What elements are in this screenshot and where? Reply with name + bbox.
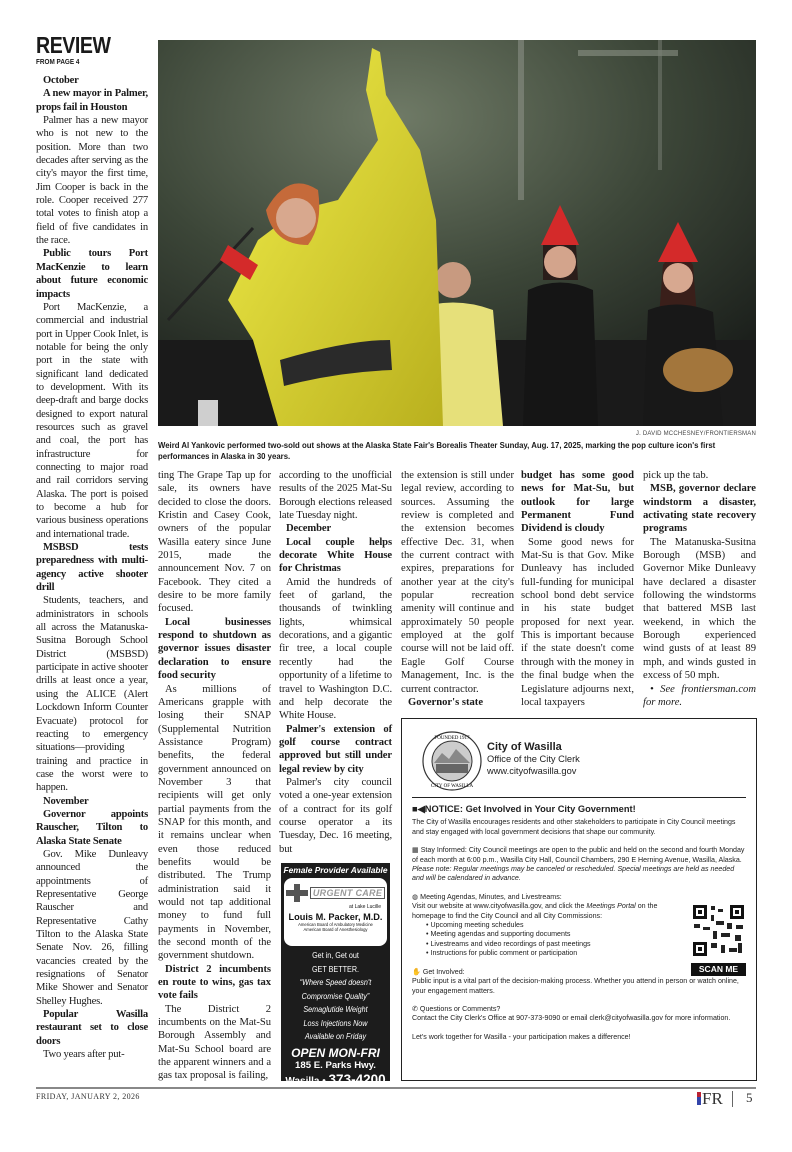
ad-phone[interactable]: 373-4200 <box>328 1071 386 1087</box>
article-headline: MSBSD tests preparedness with multi-agency active shooter drill <box>36 542 148 594</box>
article-body: Palmer's city council voted a one-year extension of a contract for its golf course operator a its Tuesday, Dec. 16 meeting, but <box>279 776 392 855</box>
article-headline: District 2 incumbents en route to wins, gas tax vote fails <box>158 963 271 1002</box>
ad-line: Available on Friday <box>304 1032 367 1041</box>
notice-title: NOTICE: Get Involved in Your City Government! <box>424 804 636 814</box>
ad-address: 185 E. Parks Hwy. <box>295 1059 376 1071</box>
ad-logo-card <box>284 878 387 946</box>
ad-doctor: Louis M. Packer, M.D. <box>288 912 383 922</box>
article-body: Students, teachers, and administrators in schools all across the Matanuska-Susitna Borough School District (MSBSD) participate in active shooter drills at least once a year, using the ALICE (Alert Lockdown Inform Counter Evacuate) protocol for reacting to emergency situations—providing training and practice in case the worst were to happen. <box>36 595 148 794</box>
frontiersman-logo <box>697 1089 723 1109</box>
page-number: 5 <box>746 1090 753 1105</box>
city-notice-box <box>401 718 757 1081</box>
article-headline: Governor's state <box>408 696 484 708</box>
ad-city: Wasilla • <box>285 1075 326 1087</box>
article-body: Port MacKenzie, a commercial and industrial port in Upper Cook Inlet, is notable for being the only port in the state with significant land dedicated to development. With its deep-draft and barge docks designed to export natural resources such as gravel and coal, the port has infrastructure for connecting to major road and rail corridors serving Alaska. The port is poised to become a hub for various business operations and international trade. <box>36 301 148 540</box>
org-office: Office of the City Clerk <box>487 754 580 764</box>
article-column-4 <box>401 469 514 709</box>
flag-icon <box>697 1092 701 1105</box>
footer-date: FRIDAY, JANUARY 2, 2026 <box>36 1092 140 1101</box>
svg-text:CITY OF WASILLA: CITY OF WASILLA <box>430 784 474 789</box>
article-headline: budget has some good news for Mat-Su, but outlook for large Permanent Fund Dividend is cloudy <box>521 470 634 535</box>
stay-note: Please note: Regular meetings may be canceled or rescheduled. Special meetings are held as needed and will be calendared in advance. <box>412 865 735 883</box>
article-column-6 <box>643 469 756 709</box>
medical-cross-icon <box>286 884 308 902</box>
logo-text: FR <box>702 1089 723 1108</box>
qr-code-icon <box>691 903 746 958</box>
article-headline: Public tours Port MacKenzie to learn about future economic impacts <box>36 248 148 300</box>
article-body: The Matanuska-Susitna Borough (MSB) and Governor Mike Dunleavy have declared a disaster following the windstorms that battered MSB last weekend, in which the Borough experienced wind gusts of at least 89 mph, and winds gusted in excess of 50 mph. <box>643 536 756 682</box>
agenda-list <box>412 921 676 959</box>
article-body: Gov. Mike Dunleavy announced the appointments of Representative George Rauscher and Representative Cathy Tilton to the Alaska State Senate Nov. 26, filling vacancies created by the resignations of Senator Mike Shower and Senator Shelley Hughes. <box>36 848 148 1007</box>
article-body: pick up the tab. <box>643 470 709 481</box>
article-body: The District 2 incumbents on the Mat-Su Borough Assembly and Mat-Su School board are the apparent winners and a gas tax proposal is failing, <box>158 1003 271 1082</box>
month-heading: December <box>286 523 332 535</box>
involved-title: Get Involved: <box>422 967 465 976</box>
article-body: Two years after put- <box>43 1049 125 1061</box>
org-website[interactable]: www.cityofwasilla.gov <box>487 766 577 776</box>
section-title: REVIEW <box>36 32 111 58</box>
footer-separator <box>732 1091 733 1107</box>
ad-board-2: American Board of Anesthesiology <box>303 927 368 932</box>
qr-code[interactable] <box>691 903 746 973</box>
globe-icon: ◍ <box>412 892 421 901</box>
questions-text: Contact the City Clerk's Office at 907-373-9090 or email clerk@cityofwasilla.gov for more information. <box>412 1014 731 1023</box>
concert-photo <box>158 40 756 426</box>
ad-location: at Lake Lucille <box>349 904 381 910</box>
article-headline: Palmer's extension of golf course contract approved but still under legal review by city <box>279 723 392 775</box>
article-body: As millions of Americans grapple with losing their SNAP (Supplemental Nutrition Assistance Program) benefits, the federal government announced on November 3 that recipients will get only partial payments from the SNAP for this month, and it remains unclear when even those reduced benefits would be distributed. The Trump administration said it would not tap additional money to fund full payments in November, the second month of the government shutdown. <box>158 683 271 962</box>
agenda-item: • Meeting agendas and supporting documents <box>426 930 676 939</box>
svg-text:FOUNDED 1917: FOUNDED 1917 <box>434 736 470 741</box>
agenda-item: • Instructions for public comment or participation <box>426 949 676 958</box>
article-headline: MSB, governor declare windstorm a disaster, activating state recovery programs <box>643 483 756 535</box>
scan-me-label: SCAN ME <box>691 963 746 976</box>
questions-title: Questions or Comments? <box>419 1004 501 1013</box>
article-headline: Local couple helps decorate White House for Christmas <box>279 536 392 575</box>
ad-line: GET BETTER. <box>311 964 360 974</box>
notice-intro: The City of Wasilla encourages residents and other stakeholders to participate in City Council meetings and stay engaged with local government decisions that shape our community. <box>412 818 736 836</box>
agenda-item: • Upcoming meeting schedules <box>426 921 676 930</box>
article-headline: Governor appoints Rauscher, Tilton to Alaska State Senate <box>36 808 148 847</box>
jump-line: FROM PAGE 4 <box>36 57 80 66</box>
ad-phone-line <box>281 1072 390 1087</box>
article-column-5 <box>521 469 634 709</box>
involved-text: Public input is a vital part of the decision-making process. Whether you attend in person or watch online, your engagement matters. <box>412 977 739 995</box>
photo-caption: Weird Al Yankovic performed two-sold out shows at the Alaska State Fair's Borealis Theater Sunday, Aug. 17, 2025, marking the pop culture icon's first performances in Alaska in 30 years. <box>158 440 716 461</box>
phone-icon: ✆ <box>412 1004 420 1013</box>
footer-rule <box>36 1087 756 1089</box>
article-headline: Popular Wasilla restaurant set to close doors <box>36 1009 148 1047</box>
hand-icon: ✋ <box>412 967 423 976</box>
ad-line: Compromise Quality” <box>301 991 370 1001</box>
stay-title: Stay Informed: <box>420 846 467 855</box>
agenda-title: Meeting Agendas, Minutes, and Livestreams: <box>420 892 562 901</box>
ad-line: Loss Injections Now <box>303 1018 368 1028</box>
article-column-2 <box>158 469 271 1083</box>
ad-board-1: American Board of Ambulatory Medicine <box>298 922 373 927</box>
meetings-portal-link[interactable]: Meetings Portal <box>586 902 636 911</box>
article-body: Palmer has a new mayor who is not new to the position. More than two decades after serving as the city's mayor the first time, Jim Cooper is back in the role. Cooper received 277 total votes to finish atop a field of five candidates in the race. <box>36 115 148 247</box>
agenda-text-2: on the homepage to find the City Council and all City Commissions: <box>412 902 658 920</box>
article-headline: Local businesses respond to shutdown as governor issues disaster declaration to ensure food security <box>158 616 271 682</box>
article-body: according to the unofficial results of the 2025 Mat-Su Borough elections released late Tuesday night. <box>279 470 392 522</box>
ad-line: Semaglutide Weight <box>303 1005 368 1014</box>
city-seal-icon <box>422 731 482 791</box>
ad-tagline: Female Provider Available <box>283 865 388 875</box>
ad-hours: OPEN MON-FRI <box>291 1045 380 1060</box>
divider <box>412 797 746 798</box>
month-heading: October <box>43 75 79 86</box>
article-column-3 <box>279 469 392 856</box>
calendar-icon: ▦ <box>412 846 421 855</box>
article-note: • See frontiersman.com for more. <box>643 683 756 708</box>
article-column-1 <box>36 74 148 1061</box>
agenda-item: • Livestreams and video recordings of past meetings <box>426 940 676 949</box>
ad-line: “Where Speed doesn't <box>299 978 372 987</box>
stay-text: City Council meetings are open to the public and held on the second and fourth Monday of each month at 6:00 p.m., Wasilla City Hall, Council Chambers, 290 E Herning Avenue, Wasilla, Alaska. <box>412 846 745 864</box>
article-headline: A new mayor in Palmer, props fail in Houston <box>36 88 148 113</box>
urgent-care-ad[interactable] <box>281 863 390 1087</box>
article-body: Some good news for Mat-Su is that Gov. Mike Dunleavy has included full-funding for municipal school bond debt service in his state budget proposed for next year. This is important because if the state doesn't come through with the money in the final budge when the Legislature adjourns next, local taxpayers <box>521 536 634 708</box>
ad-brand: URGENT CARE <box>310 887 385 899</box>
article-body: ting The Grape Tap up for sale, its owners have decided to close the doors. Kristin and Casey Cook, owners of the popular Wasilla eatery since June 2015, made the announcement Nov. 7 on Facebook. They cited a desire to be more family focused. <box>158 470 271 615</box>
month-heading: November <box>43 795 89 807</box>
org-name: City of Wasilla <box>487 741 562 753</box>
closing-line: Let's work together for Wasilla - your participation makes a difference! <box>412 1032 631 1041</box>
ad-line: Get in, Get out <box>312 951 359 960</box>
article-body: Amid the hundreds of feet of garland, the thousands of twinkling lights, whimsical decorations, and a gigantic fir tree, a local couple recently had the opportunity of a lifetime to travel to Washington D.C. and help decorate the White House. <box>279 576 392 722</box>
megaphone-icon: ■◀ <box>412 804 425 814</box>
article-body: the extension is still under legal review, according to sources. Assuming the review is completed and the extension becomes effective Dec. 31, when the current contract with expires, preparations for another year at the city's popular recreation amenity will continue and approximately 50 people employed at the golf course will not be laid off. Eagle Golf Course Management, Inc. is the current contractor. <box>401 470 514 695</box>
photo-credit: J. DAVID MCCHESNEY/FRONTIERSMAN <box>635 431 756 437</box>
agenda-text: Visit our website at www.cityofwasilla.gov, and click the <box>412 902 585 911</box>
